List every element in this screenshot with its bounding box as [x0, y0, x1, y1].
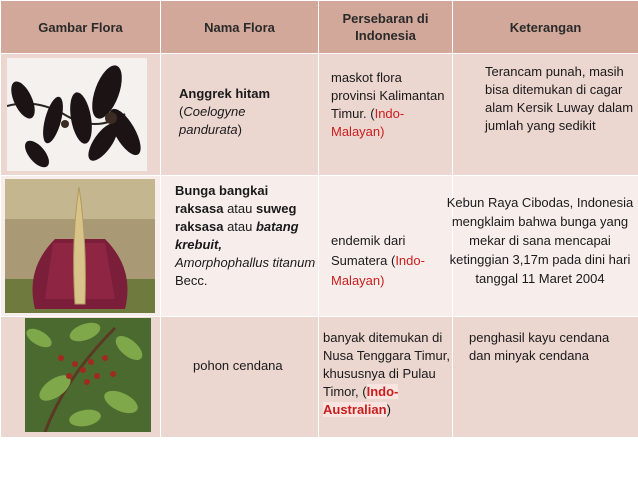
distribution-text: banyak ditemukan di Nusa Tenggara Timur, khususnya di Pulau Timor, ( — [323, 330, 450, 399]
header-gambar: Gambar Flora — [1, 1, 161, 54]
header-persebaran: Persebaran di Indonesia — [319, 1, 453, 54]
cell-nama: Anggrek hitam (Coelogyne pandurata) — [161, 54, 319, 176]
cell-keterangan — [453, 317, 638, 438]
alt-name: suweg raksasa — [175, 201, 297, 234]
cell-image — [1, 317, 161, 438]
flora-name: Anggrek hitam — [179, 86, 271, 101]
cell-persebaran: banyak ditemukan di Nusa Tenggara Timur, khususnya di Pulau Timor, (Indo-Australian) — [319, 317, 453, 438]
table-row — [1, 317, 638, 438]
cell-nama — [161, 317, 319, 438]
flora-name: Bunga bangkai raksasa — [175, 183, 269, 216]
table-row — [1, 54, 638, 176]
cell-persebaran — [319, 54, 453, 176]
scientific-name: Amorphophallus titanum — [175, 255, 316, 270]
cell-image — [1, 176, 161, 317]
cell-keterangan — [453, 54, 638, 176]
cell-nama: Bunga bangkai raksasa atau suweg raksasa atau batang krebuit, Amorphophallus titanum Becc. — [161, 176, 319, 317]
note-text: Terancam punah, masih bisa ditemukan di cagar alam Kersik Luway dalam jumlah yang sedikit — [485, 64, 634, 133]
scientific-name: Coelogyne pandurata — [179, 104, 246, 137]
header-row — [1, 1, 638, 54]
table-row — [1, 176, 638, 317]
corpse-flower-photo — [5, 179, 155, 313]
black-orchid-photo — [7, 58, 147, 171]
alt-name-2: batang krebuit, — [175, 219, 299, 252]
flora-name: pohon cendana — [193, 358, 283, 373]
region-label: Indo-Australian — [323, 384, 399, 417]
region-label: Indo-Malayan) — [331, 253, 425, 288]
header-nama: Nama Flora — [161, 1, 319, 54]
distribution-text: endemik dari Sumatera ( — [331, 233, 406, 268]
cell-persebaran — [319, 176, 453, 317]
cell-image — [1, 54, 161, 176]
sandalwood-photo — [25, 318, 151, 432]
note-text: Kebun Raya Cibodas, Indonesia mengklaim bahwa bunga yang mekar di sana mencapai ketinggian 3,17m pada dini hari tanggal 11 Maret 2004 — [446, 195, 634, 286]
note-text: penghasil kayu cendana dan minyak cendana — [469, 330, 610, 363]
distribution-text: maskot flora provinsi Kalimantan Timur. ( — [331, 70, 445, 121]
region-label: Indo-Malayan) — [331, 106, 405, 139]
cell-keterangan — [446, 176, 638, 317]
header-keterangan: Keterangan — [453, 1, 638, 54]
